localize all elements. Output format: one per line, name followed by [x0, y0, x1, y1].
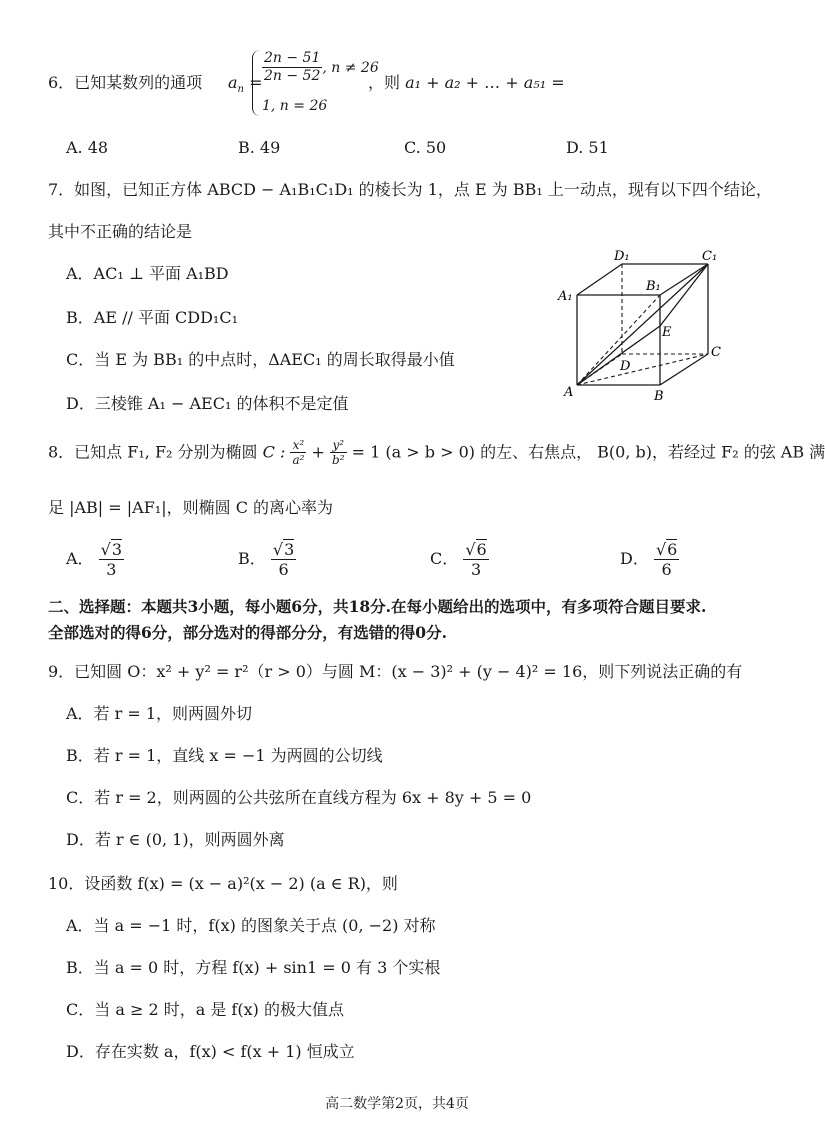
q10-stem: 10．设函数 f(x) = (x − a)²(x − 2) (a ∈ R)，则: [48, 874, 398, 893]
label-a: A: [564, 385, 574, 400]
q7-stem-line2: 其中不正确的结论是: [48, 222, 193, 241]
label-a1: A₁: [558, 289, 573, 304]
q9-stem: 9．已知圆 O：x² + y² = r²（r > 0）与圆 M：(x − 3)² + (y − 4)² = 16，则下列说法正确的有: [48, 662, 743, 681]
q9-option-b: B．若 r = 1，直线 x = −1 为两圆的公切线: [66, 746, 383, 765]
q10-option-a: A．当 a = −1 时，f(x) 的图象关于点 (0, −2) 对称: [66, 916, 436, 935]
q7-option-a: A．AC₁ ⊥ 平面 A₁BD: [66, 264, 229, 283]
q6-suffix: ，则 a₁ + a₂ + … + a₅₁ =: [368, 73, 565, 92]
label-d1: D₁: [614, 249, 630, 264]
q6-an: $a_n$ =: [228, 73, 263, 96]
q7-option-d: D．三棱锥 A₁ − AEC₁ 的体积不是定值: [66, 394, 349, 413]
page-footer: 高二数学第2页，共4页: [325, 1096, 469, 1112]
section2-heading-line1: 二、选择题：本题共3小题，每小题6分，共18分.在每小题给出的选项中，有多项符合题目要求.: [48, 597, 707, 616]
q7-option-b: B．AE // 平面 CDD₁C₁: [66, 308, 239, 327]
q6-case2: 1, n = 26: [262, 98, 328, 114]
q8-stem-line1: 8．已知点 F₁, F₂ 分别为椭圆 C : $\frac{\text{x²}}{\text{a²}}$ + $\frac{\text{y²}}{\text{b²}}$ = 1 (a > b > 0) 的左、右焦点， B(0, b)，若经过 F₂ 的弦 AB 满: [48, 438, 825, 468]
q6-option-d: D. 51: [566, 138, 609, 157]
q6-option-c: C. 50: [404, 138, 447, 157]
q6-prefix: 6．已知某数列的通项: [48, 73, 203, 92]
q10-option-d: D．存在实数 a，f(x) < f(x + 1) 恒成立: [66, 1042, 355, 1061]
q7-stem-line1: 7．如图，已知正方体 ABCD − A₁B₁C₁D₁ 的棱长为 1，点 E 为 BB₁ 上一动点，现有以下四个结论，: [48, 180, 772, 199]
q9-option-c: C．若 r = 2，则两圆的公共弦所在直线方程为 6x + 8y + 5 = 0: [66, 788, 532, 807]
q9-option-d: D．若 r ∈ (0, 1)，则两圆外离: [66, 830, 285, 849]
label-b1: B₁: [646, 279, 661, 294]
q6-option-a: A. 48: [66, 138, 109, 157]
q8-option-d: D． $\frac{√6}{6}$: [620, 540, 678, 580]
section2-heading-line2: 全部选对的得6分，部分选对的得部分分，有选错的得0分.: [48, 623, 447, 642]
q10-option-c: C．当 a ≥ 2 时，a 是 f(x) 的极大值点: [66, 1000, 344, 1019]
q8-option-c: C． $\frac{√6}{3}$: [430, 540, 487, 580]
q8-option-b: B． $\frac{√3}{6}$: [238, 540, 295, 580]
label-c: C: [711, 345, 721, 360]
q8-stem-line2: 足 |AB| = |AF₁|，则椭圆 C 的离心率为: [48, 498, 334, 517]
q6-option-b: B. 49: [238, 138, 281, 157]
label-c1: C₁: [702, 249, 718, 264]
q9-option-a: A．若 r = 1，则两圆外切: [66, 704, 253, 723]
q7-option-c: C．当 E 为 BB₁ 的中点时，ΔAEC₁ 的周长取得最小值: [66, 350, 455, 369]
q6-case1: $\frac{2n - 51}{2n - 52}$ , n ≠ 26: [264, 50, 379, 84]
label-e: E: [662, 325, 672, 340]
label-d: D: [620, 359, 631, 374]
cube-figure: [550, 248, 730, 408]
q10-option-b: B．当 a = 0 时，方程 f(x) + sin1 = 0 有 3 个实根: [66, 958, 441, 977]
q8-option-a: A． $\frac{√3}{3}$: [66, 540, 123, 580]
label-b: B: [654, 389, 664, 404]
q6-brace: [252, 50, 261, 116]
